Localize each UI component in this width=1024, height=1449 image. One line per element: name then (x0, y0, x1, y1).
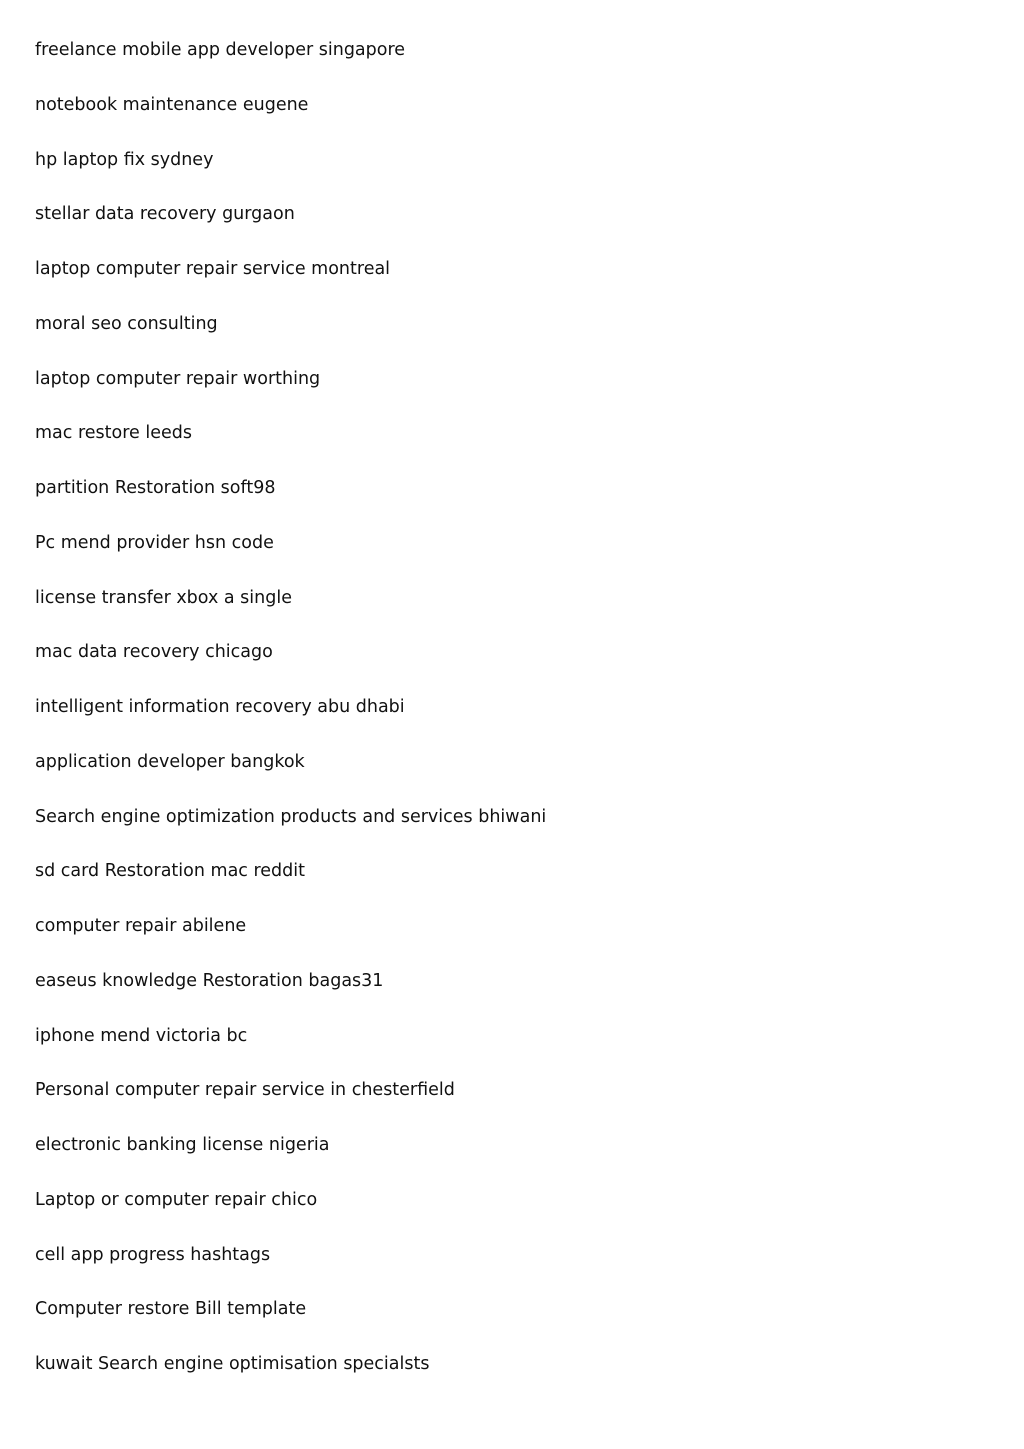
list-item[interactable]: Search engine optimization products and services bhiwani (35, 806, 547, 827)
list-item[interactable]: Personal computer repair service in chesterfield (35, 1080, 455, 1101)
list-item[interactable]: license transfer xbox a single (35, 587, 292, 608)
list-item[interactable]: mac restore leeds (35, 423, 192, 444)
list-item[interactable]: sd card Restoration mac reddit (35, 861, 305, 882)
list-item[interactable]: kuwait Search engine optimisation specialsts (35, 1354, 430, 1374)
list-item[interactable]: stellar data recovery gurgaon (35, 204, 295, 225)
list-item[interactable]: Laptop or computer repair chico (35, 1189, 318, 1210)
list-item[interactable]: mac data recovery chicago (35, 642, 273, 663)
list-item[interactable]: intelligent information recovery abu dhabi (35, 697, 405, 717)
list-item[interactable]: cell app progress hashtags (35, 1244, 271, 1265)
link-list (35, 36, 546, 1405)
list-item[interactable]: partition Restoration soft98 (35, 478, 276, 498)
list-item[interactable]: easeus knowledge Restoration bagas31 (35, 970, 384, 991)
list-item[interactable]: freelance mobile app developer singapore (35, 40, 406, 60)
list-item[interactable]: iphone mend victoria bc (35, 1025, 248, 1046)
list-item[interactable]: laptop computer repair worthing (35, 368, 321, 389)
list-item[interactable]: Computer restore Bill template (35, 1299, 307, 1320)
list-item[interactable]: notebook maintenance eugene (35, 94, 309, 115)
list-item[interactable]: computer repair abilene (35, 916, 247, 936)
list-item[interactable]: moral seo consulting (35, 313, 218, 334)
list-item[interactable]: laptop computer repair service montreal (35, 259, 391, 279)
list-item[interactable]: Pc mend provider hsn code (35, 532, 274, 553)
list-item[interactable]: application developer bangkok (35, 751, 305, 772)
list-item[interactable]: hp laptop fix sydney (35, 149, 214, 170)
list-item[interactable]: electronic banking license nigeria (35, 1135, 330, 1155)
